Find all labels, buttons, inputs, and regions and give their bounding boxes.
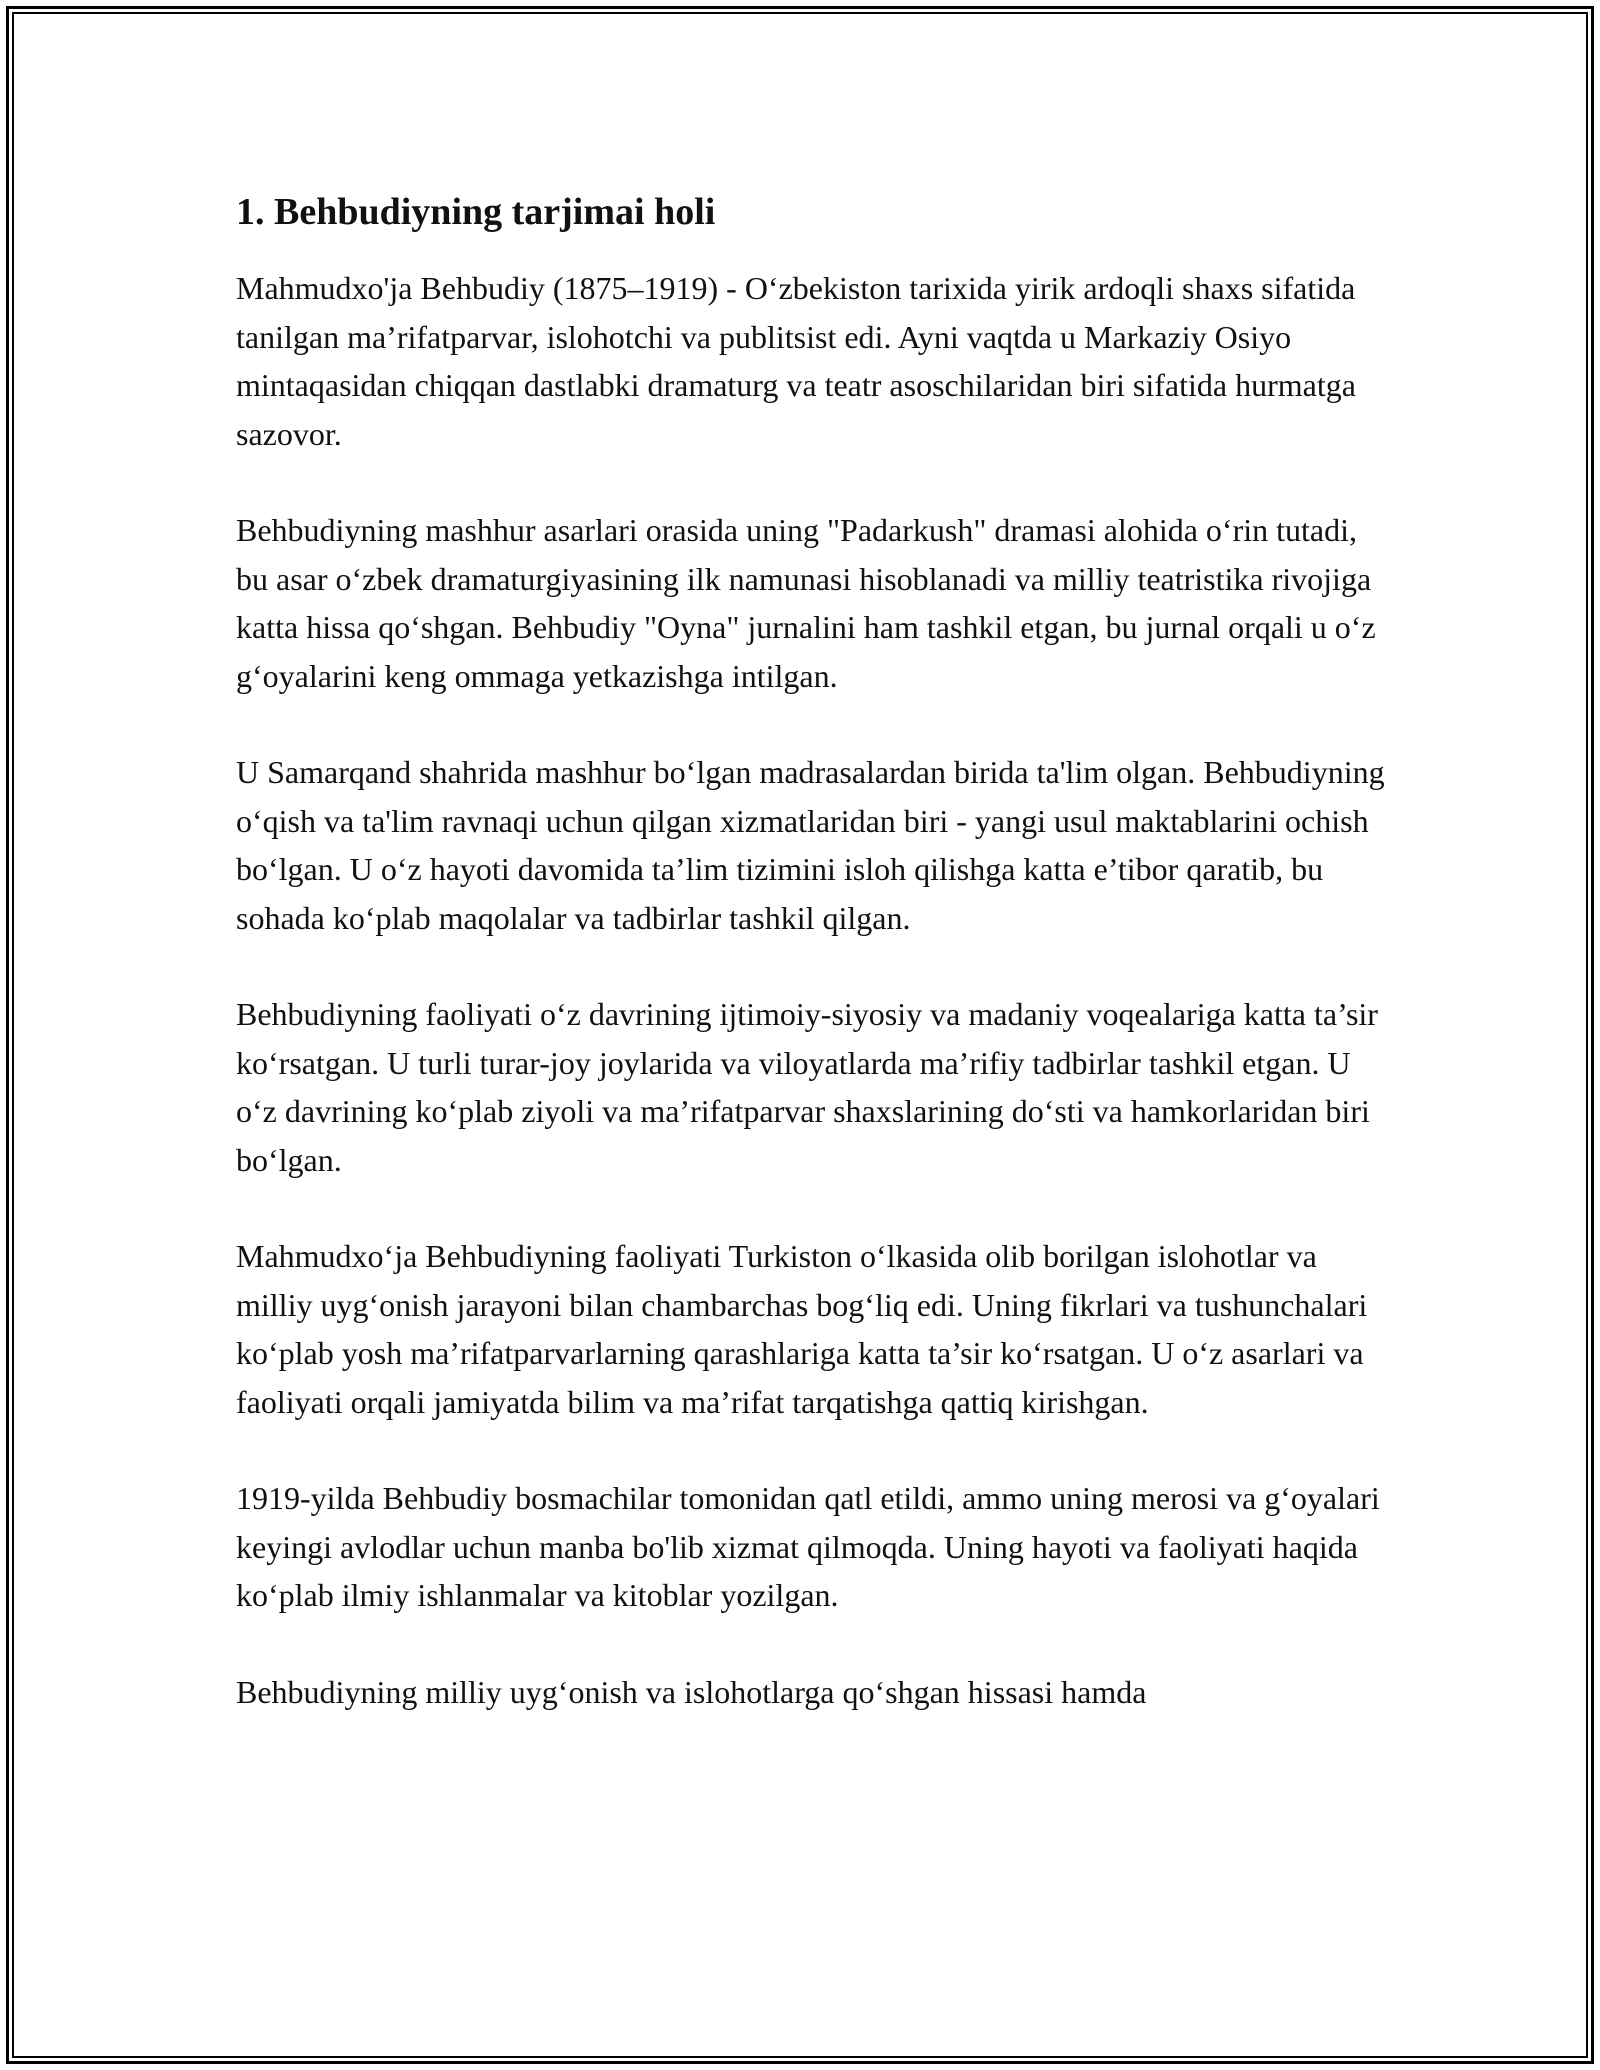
section-heading: 1. Behbudiyning tarjimai holi	[236, 191, 716, 233]
paragraph-4: Behbudiyning faoliyati o‘z davrining ijtimoiy-siyosiy va madaniy voqealariga katta ta’sir ko‘rsatgan. U turli turar-joy joylarida va viloyatlarda ma’rifiy tadbirlar tashkil etgan. U o‘z davrining ko‘plab ziyoli va ma’rifatparvar shaxslarining do‘sti va hamkorlaridan biri bo‘lgan.	[236, 996, 1378, 1178]
paragraph-6: 1919-yilda Behbudiy bosmachilar tomonidan qatl etildi, ammo uning merosi va g‘oyalari keyingi avlodlar uchun manba bo'lib xizmat qilmoqda. Uning hayoti va faoliyati haqida ko‘plab ilmiy ishlanmalar va kitoblar yozilgan.	[236, 1480, 1380, 1613]
document-body	[236, 188, 1386, 1764]
paragraph-1: Mahmudxo'ja Behbudiy (1875–1919) - O‘zbekiston tarixida yirik ardoqli shaxs sifatida tanilgan ma’rifatparvar, islohotchi va publitsist edi. Ayni vaqtda u Markaziy Osiyo mintaqasidan chiqqan dastlabki dramaturg va teatr asoschilaridan biri sifatida hurmatga sazovor.	[236, 270, 1356, 452]
paragraph-3: U Samarqand shahrida mashhur bo‘lgan madrasalardan birida ta'lim olgan. Behbudiyning o‘qish va ta'lim ravnaqi uchun qilgan xizmatlaridan biri - yangi usul maktablarini ochish bo‘lgan. U o‘z hayoti davomida ta’lim tizimini isloh qilishga katta e’tibor qaratib, bu sohada ko‘plab maqolalar va tadbirlar tashkil qilgan.	[236, 754, 1385, 936]
paragraph-5: Mahmudxo‘ja Behbudiyning faoliyati Turkiston o‘lkasida olib borilgan islohotlar va milliy uyg‘onish jarayoni bilan chambarchas bog‘liq edi. Uning fikrlari va tushunchalari ko‘plab yosh ma’rifatparvarlarning qarashlariga katta ta’sir ko‘rsatgan. U o‘z asarlari va faoliyati orqali jamiyatda bilim va ma’rifat tarqatishga qattiq kirishgan.	[236, 1238, 1368, 1420]
paragraph-7: Behbudiyning milliy uyg‘onish va islohotlarga qo‘shgan hissasi hamda	[236, 1673, 1147, 1710]
paragraph-2: Behbudiyning mashhur asarlari orasida uning "Padarkush" dramasi alohida o‘rin tutadi, bu asar o‘zbek dramaturgiyasining ilk namunasi hisoblanadi va milliy teatristika rivojiga katta hissa qo‘shgan. Behbudiy "Oyna" jurnalini ham tashkil etgan, bu jurnal orqali u o‘z g‘oyalarini keng ommaga yetkazishga intilgan.	[236, 512, 1376, 694]
